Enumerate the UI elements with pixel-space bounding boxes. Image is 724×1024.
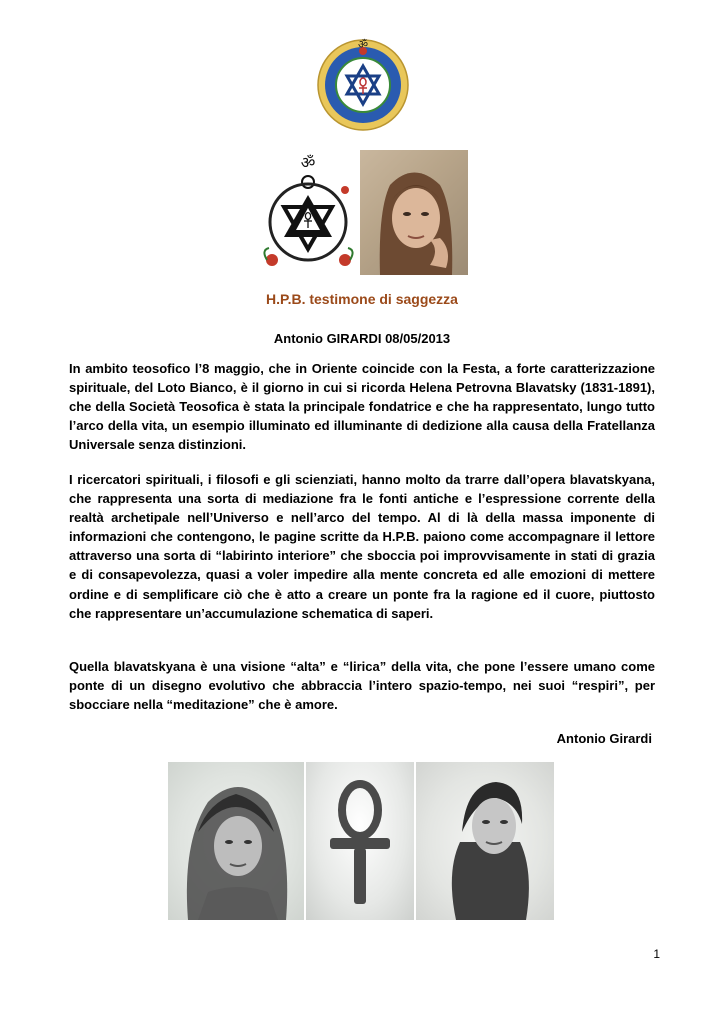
photo-blavatsky-profile [416, 762, 554, 920]
paragraph-2: I ricercatori spirituali, i filosofi e gli scienziati, hanno molto da trarre dall’opera blavatskyana, che rappresenta una sorta di mediazione fra le fonti antiche e l’espressione corrente della realtà archetipale nell’Universo e nell’arco del tempo. Al di là della massa imponente di informazioni che contengono, le pagine scritte da H.P.B. paiono come accompagnare il lettore attraverso una sorta di “labirinto interiore” che sboccia poi improvvisamente in stati di grazia e di consapevolezza, quasi a voler impedire alla mente concreta ed alle emozioni di mettere ordine e di semplificare ciò che è atto a creare un ponte fra la ragione ed il cuore, piuttosto che rappresentare un’accumulazione schematica di saperi. [69, 472, 655, 621]
theosophical-emblem [253, 150, 363, 278]
photo-left-figure [168, 762, 304, 920]
signature: Antonio Girardi [556, 731, 652, 746]
photo-blavatsky-headscarf [168, 762, 304, 920]
page-number: 1 [653, 947, 660, 961]
ankh-figure [306, 762, 414, 920]
photo-ankh-pendant [306, 762, 414, 920]
emblem-om-glyph: ॐ [300, 153, 316, 172]
photo-right-figure [416, 762, 554, 920]
author-date-line: Antonio GIRARDI 08/05/2013 [273, 331, 451, 346]
theosophical-seal-logo [316, 38, 410, 132]
paragraph-1: In ambito teosofico l’8 maggio, che in Oriente coincide con la Festa, a forte caratterizzazione spirituale, del Loto Bianco, è il giorno in cui si ricorda Helena Petrovna Blavatsky (1831-1891), che della Società Teosofica è stata la principale fondatrice e che ha rappresentato, lungo tutto l’arco della vita, un esempio illuminato ed illuminante di dedizione alla causa della Fratellanza Universale senza distinzioni. [69, 361, 655, 453]
portrait-image [360, 150, 468, 275]
portrait-figure [360, 150, 468, 275]
document-title: H.P.B. testimone di saggezza [266, 291, 458, 307]
paragraph-3: Quella blavatskyana è una visione “alta” e “lirica” della vita, che pone l’essere umano come ponte di un disegno evolutivo che abbraccia l’intero spazio-tempo, nei suoi “respiri”, per sbocciare nella “meditazione” che è amore. [69, 659, 655, 713]
seal-om-glyph: ॐ [357, 38, 369, 51]
